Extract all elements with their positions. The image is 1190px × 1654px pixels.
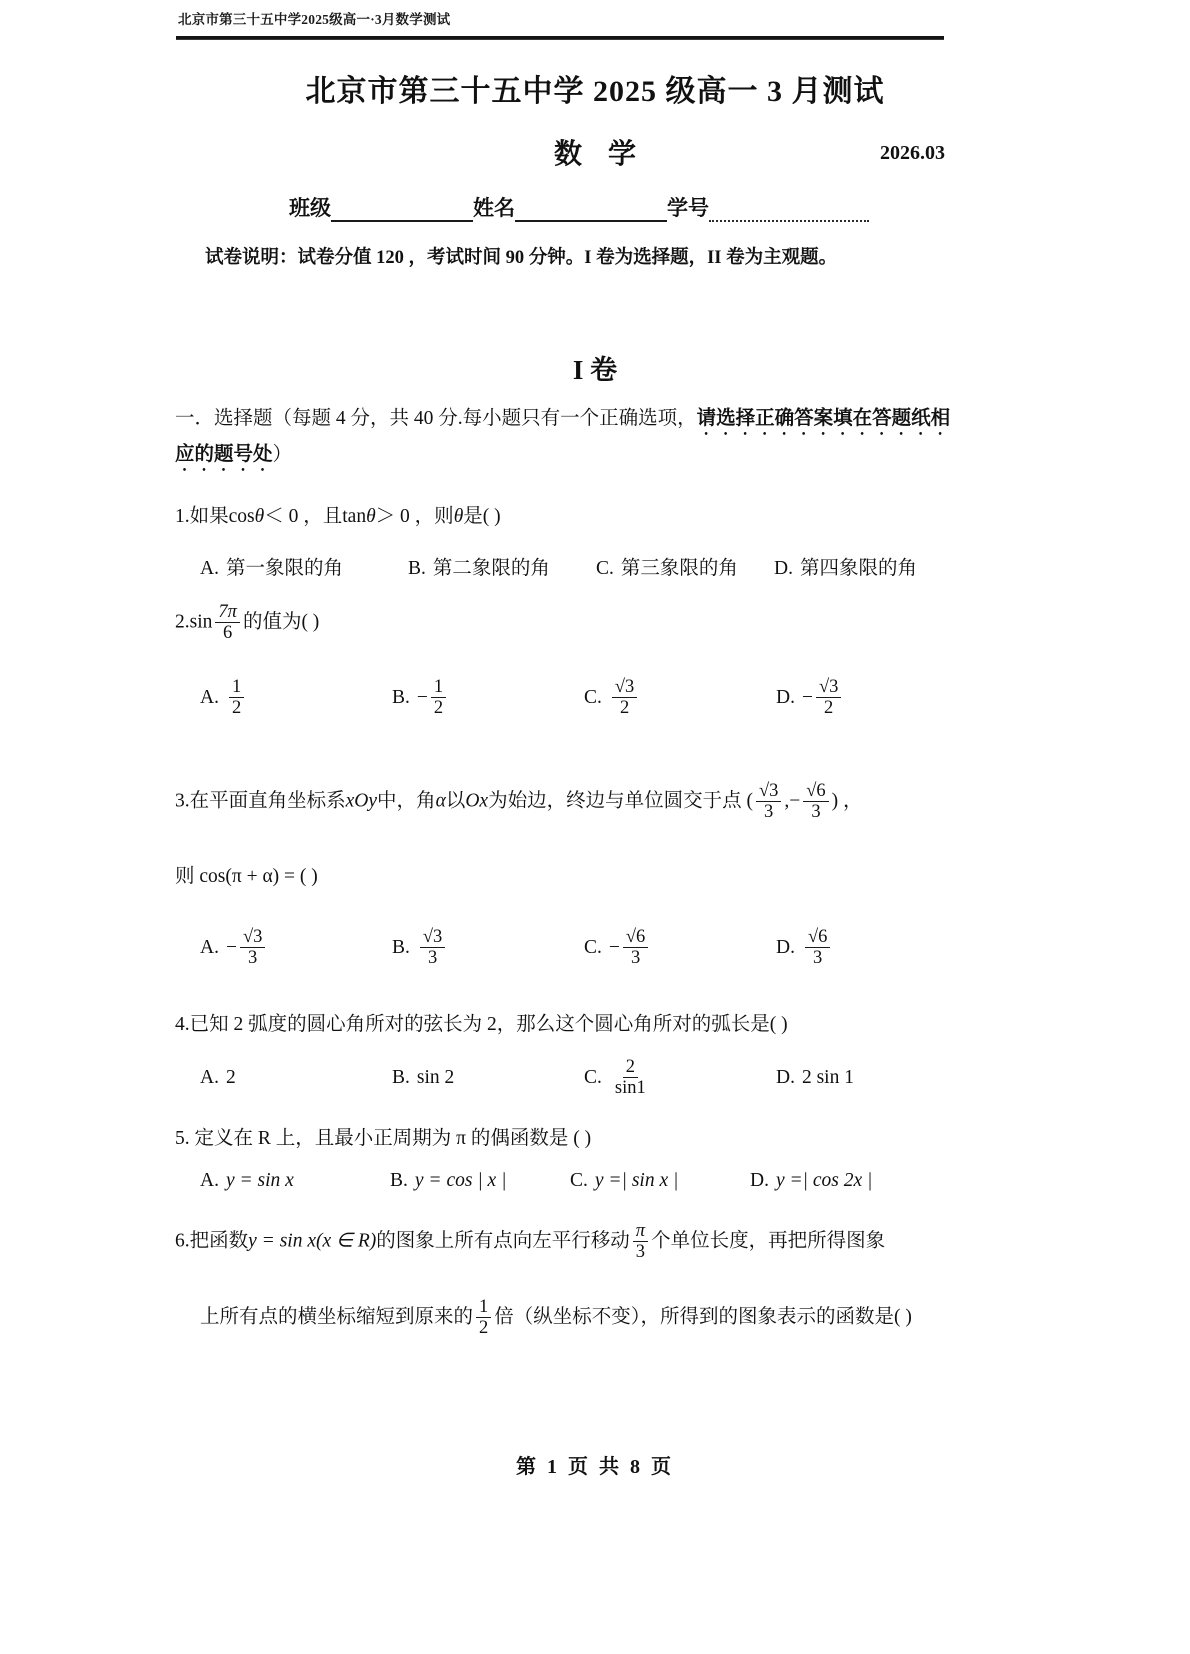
question-2-options: [200, 678, 990, 718]
question-1-theta-1: θ: [254, 506, 265, 527]
question-1-tan: tan: [342, 506, 367, 527]
fraction-numerator: √3: [420, 927, 445, 947]
question-3-option-c[interactable]: [584, 928, 776, 968]
option-label: C.: [584, 937, 602, 959]
question-3-option-a[interactable]: [200, 928, 392, 968]
option-label: C.: [570, 1170, 588, 1191]
question-5-stem: [175, 1124, 965, 1153]
subject-name: 数学: [553, 139, 662, 170]
question-4-text: 已知 2 弧度的圆心角所对的弦长为 2，那么这个圆心角所对的弧长是( ): [189, 1014, 788, 1035]
option-text: 2: [225, 1067, 236, 1089]
option-label: B.: [392, 937, 410, 959]
option-fraction: [420, 927, 445, 967]
fraction-numerator: 1: [229, 677, 244, 697]
option-label: C.: [584, 1067, 602, 1089]
fraction-denominator: 3: [427, 946, 438, 968]
question-6-stem-line-2: [200, 1298, 990, 1338]
question-1-option-d[interactable]: [774, 554, 917, 583]
section-intro-suffix: ）: [272, 444, 293, 465]
question-1-option-a[interactable]: [200, 554, 408, 583]
question-4-option-c[interactable]: [584, 1058, 776, 1098]
section-intro-prefix: 一．选择题（每题 4 分，共 40 分.每小题只有一个正确选项，: [175, 408, 697, 429]
question-6-shift-fraction: [633, 1221, 648, 1261]
question-3-text-b: 中，角: [377, 790, 436, 812]
question-6-text-c: 个单位长度，再把所得图象: [651, 1230, 886, 1252]
question-3-point-y: [803, 781, 828, 821]
option-label: D.: [750, 1170, 769, 1191]
question-6-stem-line-1: [175, 1222, 965, 1262]
student-number-input[interactable]: [709, 200, 869, 222]
question-3-xoy: xOy: [345, 790, 378, 812]
question-2-text: 的值为( ): [242, 611, 320, 633]
section-intro: [175, 404, 965, 476]
question-3-ox: Ox: [465, 790, 489, 812]
question-3-stem-line-2: 则 cos(π + α) = ( ): [175, 866, 318, 887]
question-4-option-a[interactable]: [200, 1063, 392, 1092]
page-footer: 第 1 页 共 8 页: [516, 1456, 674, 1478]
option-text: 2 sin 1: [801, 1067, 854, 1089]
question-3-option-b[interactable]: [392, 928, 584, 968]
option-label: B.: [392, 1067, 410, 1089]
fraction-numerator: √6: [805, 927, 830, 947]
option-fraction: [612, 1057, 649, 1097]
option-label: A.: [200, 687, 219, 709]
exam-instructions: 试卷说明：试卷分值 120 ，考试时间 90 分钟。I 卷为选择题，II 卷为主观题。: [205, 248, 838, 268]
part-heading: I 卷: [572, 355, 618, 385]
option-label: A.: [200, 1170, 219, 1191]
option-label: D.: [776, 687, 795, 709]
question-1-options: [200, 554, 1000, 583]
fraction-numerator: √6: [803, 781, 828, 801]
question-1-option-b[interactable]: [408, 554, 596, 583]
fraction-numerator: 2: [623, 1057, 638, 1077]
option-label: A.: [200, 1067, 219, 1089]
subject-row: [0, 132, 1190, 176]
question-4-option-d[interactable]: [776, 1063, 854, 1092]
identity-fields: [289, 192, 869, 222]
question-5-text: 定义在 R 上，且最小正周期为 π 的偶函数是 ( ): [194, 1128, 592, 1149]
option-label: D.: [776, 1067, 795, 1089]
question-3-text-a: 在平面直角坐标系: [189, 790, 346, 812]
question-5-option-d[interactable]: [750, 1166, 872, 1195]
fraction-denominator: 3: [811, 800, 821, 822]
question-3-point-x: [756, 781, 781, 821]
fraction-numerator: 7π: [215, 602, 240, 622]
fraction-denominator: 2: [433, 696, 444, 718]
question-6-scale-fraction: [476, 1297, 491, 1337]
fraction-numerator: √3: [816, 677, 841, 697]
question-5-option-c[interactable]: [570, 1166, 750, 1195]
question-1-theta-3: θ: [453, 506, 464, 527]
question-2-number: 2.: [175, 611, 190, 633]
option-text: y =| sin x |: [594, 1170, 679, 1191]
option-text: 第四象限的角: [799, 558, 917, 579]
option-fraction: [240, 927, 265, 967]
option-label: D.: [774, 558, 793, 579]
question-3-number: 3.: [175, 790, 190, 812]
option-label: D.: [776, 937, 795, 959]
name-input[interactable]: [515, 200, 667, 222]
question-6-text-e: 倍（纵坐标不变），所得到的图象表示的函数是( ): [494, 1306, 912, 1328]
fraction-numerator: π: [633, 1221, 648, 1241]
option-text: sin 2: [416, 1067, 455, 1089]
option-sign: −: [608, 937, 620, 959]
option-label: B.: [408, 558, 426, 579]
question-5-number: 5.: [175, 1128, 190, 1149]
question-5-option-a[interactable]: [200, 1166, 390, 1195]
option-fraction: [431, 677, 446, 717]
page-title: 北京市第三十五中学 2025 级高一 3 月测试: [305, 75, 885, 108]
option-text: 第二象限的角: [432, 558, 550, 579]
question-4-option-b[interactable]: [392, 1063, 584, 1092]
option-label: B.: [392, 687, 410, 709]
fraction-numerator: 1: [476, 1297, 491, 1317]
question-4-options: [200, 1058, 990, 1098]
option-fraction: [229, 677, 244, 717]
question-1-text-d: 是( ): [463, 506, 501, 527]
fraction-denominator: 3: [764, 800, 774, 822]
fraction-denominator: 2: [231, 696, 242, 718]
option-fraction: [612, 677, 637, 717]
question-2-sin: sin: [189, 611, 213, 633]
option-text: 第三象限的角: [620, 558, 738, 579]
question-1-text-b: ＜ 0 ，且: [264, 506, 343, 527]
question-2-option-a[interactable]: [200, 678, 392, 718]
running-header: 北京市第三十五中学2025级高一·3月数学测试: [178, 12, 451, 27]
question-1-number: 1.: [175, 506, 190, 527]
option-text: y =| cos 2x |: [775, 1170, 873, 1191]
question-6-text-d: 上所有点的横坐标缩短到原来的: [200, 1306, 474, 1328]
option-label: A.: [200, 558, 219, 579]
question-1-option-c[interactable]: [596, 554, 774, 583]
question-3-text-d: 为始边，终边与单位圆交于点 (: [488, 790, 753, 812]
option-fraction: [805, 927, 830, 967]
option-sign: −: [225, 937, 237, 959]
question-4-number: 4.: [175, 1014, 190, 1035]
fraction-numerator: √3: [756, 781, 781, 801]
student-number-label: 学号: [667, 196, 709, 220]
question-5-option-b[interactable]: [390, 1166, 570, 1195]
option-text: 第一象限的角: [225, 558, 343, 579]
question-1-text-a: 如果: [189, 506, 229, 527]
section-intro-emphasis: 请选择正确答案填在答题纸相应的题号处: [175, 408, 951, 465]
question-3-text-e: ) ，: [831, 790, 863, 812]
question-1-text-c: ＞ 0 ，则: [375, 506, 454, 527]
header-rule: [176, 36, 944, 39]
exam-date: 2026.03: [880, 142, 945, 164]
fraction-numerator: 1: [431, 677, 446, 697]
question-3-stem-line-1: [175, 782, 965, 822]
fraction-denominator: 3: [630, 946, 641, 968]
option-label: A.: [200, 937, 219, 959]
question-2-stem: [175, 603, 965, 643]
question-1-cos: cos: [228, 506, 255, 527]
question-4-stem: [175, 1010, 965, 1039]
fraction-denominator: 6: [223, 621, 233, 643]
option-label: C.: [584, 687, 602, 709]
question-6-number: 6.: [175, 1230, 190, 1252]
option-text: y = sin x: [225, 1170, 294, 1191]
question-1-theta-2: θ: [366, 506, 376, 527]
fraction-denominator: 3: [813, 946, 823, 968]
option-sign: −: [416, 687, 428, 709]
fraction-numerator: √6: [623, 927, 648, 947]
name-label: 姓名: [473, 196, 515, 220]
fraction-denominator: 2: [824, 696, 834, 718]
option-sign: −: [801, 687, 813, 709]
option-fraction: [816, 677, 841, 717]
option-label: C.: [596, 558, 614, 579]
question-2-fraction: [215, 602, 240, 642]
question-6-function: y = sin x(x ∈ R): [248, 1230, 377, 1252]
fraction-denominator: 2: [619, 696, 630, 718]
fraction-denominator: 3: [248, 946, 258, 968]
option-label: B.: [390, 1170, 408, 1191]
question-5-options: [200, 1166, 1000, 1195]
question-2-option-c[interactable]: [584, 678, 776, 718]
fraction-numerator: √3: [612, 677, 637, 697]
class-input[interactable]: [331, 200, 473, 222]
question-3-option-d[interactable]: [776, 928, 833, 968]
question-3-point-sep: ,−: [784, 790, 801, 812]
fraction-denominator: 3: [635, 1240, 646, 1262]
question-6-text-b: 的图象上所有点向左平行移动: [376, 1230, 630, 1252]
question-1-stem: [175, 502, 965, 531]
class-label: 班级: [289, 196, 331, 220]
question-2-option-b[interactable]: [392, 678, 584, 718]
question-6-text-a: 把函数: [189, 1230, 249, 1252]
option-text: y = cos | x |: [414, 1170, 507, 1191]
question-2-option-d[interactable]: [776, 678, 844, 718]
fraction-numerator: √3: [240, 927, 265, 947]
question-3-alpha: α: [435, 790, 446, 812]
fraction-denominator: sin1: [614, 1076, 646, 1098]
fraction-denominator: 2: [479, 1316, 489, 1338]
question-3-text-c: 以: [445, 790, 466, 812]
option-fraction: [623, 927, 648, 967]
question-3-options: [200, 928, 990, 968]
